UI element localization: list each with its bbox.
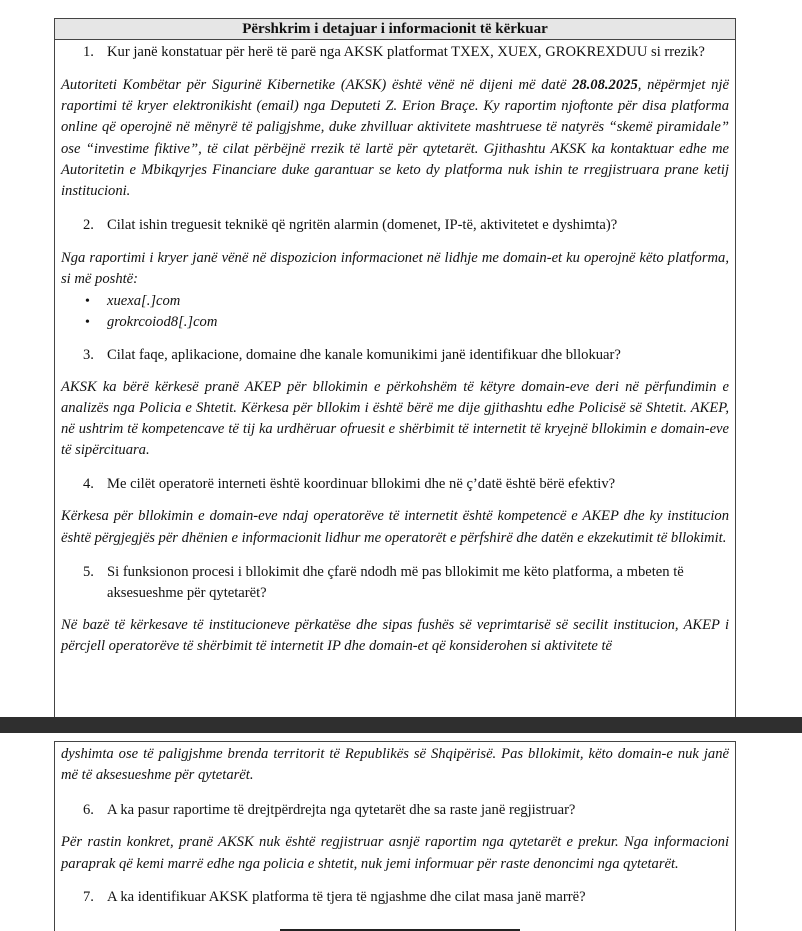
question-3 bbox=[55, 345, 735, 366]
question-text: Si funksionon procesi i bllokimit dhe çfarë ndodh më pas bllokimit me këto platforma, a mbeten të aksesueshme për qytetarët? bbox=[107, 563, 684, 601]
document-page-1 bbox=[54, 18, 736, 717]
question-number: 5. bbox=[83, 563, 94, 580]
answer-text: , nëpërmjet një raportimi të kryer elektronikisht (email) nga Deputeti Z. Erion Braçe. Ky raportim njoftonte për disa platforma online që operojnë në mënyrë të paligjshme, duke zhvilluar aktivitete mashtruese të natyrës “skemë piramidale” ose “investime fiktive”, të cilat përbëjnë rrezik të lartë për qytetarët. Gjithashtu AKSK ka kontaktuar edhe me Autoritetin e Mbikqyrjes Financiare duke garantuar se keto dy platforma nuk ishin te rregjistruara prane ketij institucioni. bbox=[61, 77, 729, 200]
question-7 bbox=[55, 887, 735, 908]
page-break bbox=[0, 717, 802, 733]
domain-item: • grokrcoiod8[.]com bbox=[85, 312, 735, 333]
answer-2 bbox=[55, 248, 735, 290]
answer-text: Për rastin konkret, pranë AKSK nuk është regjistruar asnjë raportim nga qytetarët e prekur. Nga informacioni paraprak që kemi marrë edhe nga policia e shtetit, nuk jemi informuar për raste denoncimi nga qytetarët. bbox=[61, 834, 729, 872]
question-number: 3. bbox=[83, 346, 94, 363]
question-2 bbox=[55, 215, 735, 236]
answer-text: dyshimta ose të paligjshme brenda territorit të Republikës së Shqipërisë. Pas bllokimit, këto domain-e nuk janë më të aksesueshme për qytetarët. bbox=[61, 746, 729, 784]
document-page-2 bbox=[54, 741, 736, 931]
question-number: 6. bbox=[83, 802, 94, 819]
answer-text: Autoriteti Kombëtar për Sigurinë Kibernetike (AKSK) është vënë në dijeni më datë bbox=[61, 77, 573, 93]
question-text: Kur janë konstatuar për herë të parë nga AKSK platformat TXEX, XUEX, GROKREXDUU si rrezik? bbox=[107, 44, 705, 60]
question-text: Cilat ishin treguesit teknikë që ngritën alarmin (domenet, IP-të, aktivitetet e dyshimta)? bbox=[107, 217, 618, 234]
answer-date: 28.08.2025 bbox=[572, 77, 638, 93]
answer-3 bbox=[55, 377, 735, 462]
question-text: A ka pasur raportime të drejtpërdrejta nga qytetarët dhe sa raste janë regjistruar? bbox=[107, 802, 576, 819]
answer-6 bbox=[55, 832, 735, 874]
question-4 bbox=[55, 474, 735, 495]
answer-text: Nga raportimi i kryer janë vënë në dispozicion informacionet në lidhje me domain-et ku operojnë këto platforma, si më poshtë: bbox=[61, 250, 729, 288]
answer-1 bbox=[55, 75, 735, 202]
question-6 bbox=[55, 800, 735, 821]
question-text: Cilat faqe, aplikacione, domaine dhe kanale komunikimi janë identifikuar dhe bllokuar? bbox=[107, 346, 621, 363]
answer-text: AKSK ka bërë kërkesë pranë AKEP për bllokimin e përkohshëm të këtyre domain-eve deri në përfundimin e analizës nga Policia e Shtetit. Kërkesa për bllokim i është bërë me dije gjithashtu edhe Policisë së Shtetit. AKEP, në ushtrim të kompetencave të tij ka urdhëruar ofruesit e shërbimit të internetit të kryejnë bllokimin e domain-eve të sipërcituara. bbox=[61, 378, 729, 459]
answer-text: Kërkesa për bllokimin e domain-eve ndaj operatorëve të internetit është kompetencë e AKEP dhe ky institucion është përgjegjës për dhënien e informacionit lidhur me operatorët e përfshirë dhe datën e ekzekutimit të bllokimit. bbox=[61, 508, 729, 546]
question-5 bbox=[55, 562, 735, 604]
domain-list bbox=[85, 291, 735, 333]
answer-5-part-1 bbox=[55, 615, 735, 657]
domain-item: • xuexa[.]com bbox=[85, 291, 735, 312]
question-number: 2. bbox=[83, 217, 94, 234]
question-number: 4. bbox=[83, 476, 94, 493]
answer-5-part-2 bbox=[55, 744, 735, 786]
question-number: 1. bbox=[83, 44, 94, 60]
answer-text: Në bazë të kërkesave të institucioneve përkatëse dhe sipas fushës së veprimtarisë së secilit institucion, AKEP i përcjell operatorëve të shërbimit të internetit IP dhe domain-et që konsiderohen si aktivitete të bbox=[61, 616, 729, 655]
question-text: A ka identifikuar AKSK platforma të tjera të ngjashme dhe cilat masa janë marrë? bbox=[107, 888, 586, 905]
table-header: Përshkrim i detajuar i informacionit të kërkuar bbox=[55, 18, 735, 40]
answer-4 bbox=[55, 506, 735, 548]
question-number: 7. bbox=[83, 888, 94, 905]
question-text: Me cilët operatorë interneti është koordinuar bllokimi dhe në ç’datë është bërë efektiv? bbox=[107, 476, 616, 493]
question-1 bbox=[55, 42, 735, 63]
